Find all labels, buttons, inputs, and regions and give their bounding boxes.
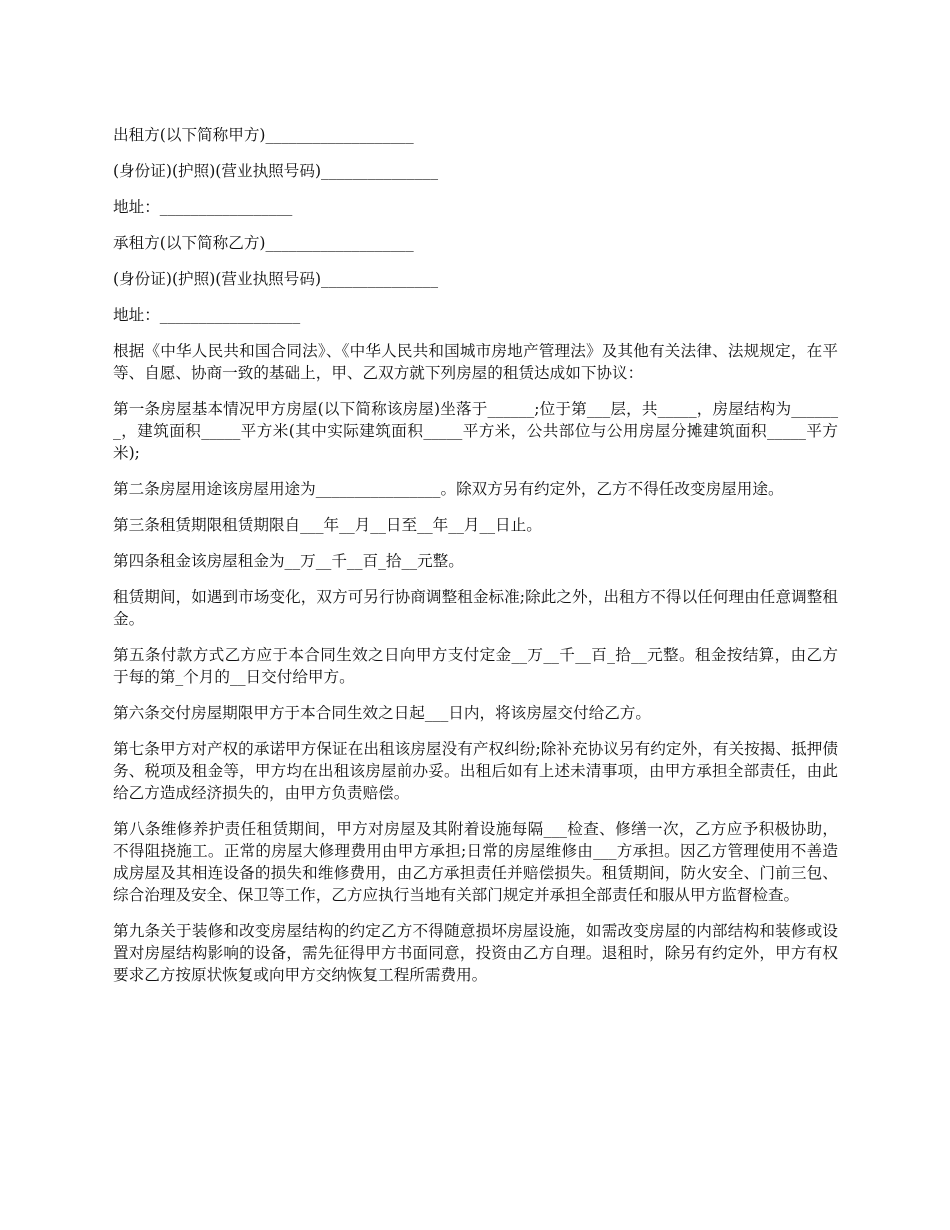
article-8-paragraph: 第八条维修养护责任租赁期间，甲方对房屋及其附着设施每隔___检查、修缮一次，乙方应予积极协助，不得阻挠施工。正常的房屋大修理费用由甲方承担;日常的房屋维修由___方承担。因乙方管理使用不善造成房屋及其相连设备的损失和维修费用，由乙方承担责任并赔偿损失。租赁期间，防火安全、门前三包、综合治理及安全、保卫等工作，乙方应执行当地有关部门规定并承担全部责任和服从甲方监督检查。 bbox=[113, 820, 838, 904]
article-9-paragraph: 第九条关于装修和改变房屋结构的约定乙方不得随意损坏房屋设施，如需改变房屋的内部结构和装修或设置对房屋结构影响的设备，需先征得甲方书面同意，投资由乙方自理。退租时，除另有约定外，甲方有权要求乙方按原状恢复或向甲方交纳恢复工程所需费用。 bbox=[113, 922, 838, 984]
lessee-id-line: (身份证)(护照)(营业执照号码)_______________ bbox=[113, 270, 438, 288]
lessee-address-line: 地址：__________________ bbox=[113, 306, 301, 324]
rent-adjust-paragraph: 租赁期间，如遇到市场变化，双方可另行协商调整租金标准;除此之外，出租方不得以任何理由任意调整租金。 bbox=[113, 588, 838, 628]
preamble-paragraph: 根据《中华人民共和国合同法》、《中华人民共和国城市房地产管理法》及其他有关法律、法规规定，在平等、自愿、协商一致的基础上，甲、乙双方就下列房屋的租赁达成如下协议： bbox=[113, 342, 838, 382]
contract-page bbox=[113, 124, 838, 1000]
article-2-paragraph: 第二条房屋用途该房屋用途为________________。除双方另有约定外，乙方不得任改变房屋用途。 bbox=[113, 480, 784, 498]
article-1-paragraph: 第一条房屋基本情况甲方房屋(以下简称该房屋)坐落于______;位于第___层，共_____，房屋结构为_______，建筑面积_____平方米(其中实际建筑面积_____平方米，公共部位与公用房屋分摊建筑面积_____平方米); bbox=[113, 400, 838, 462]
lessor-address-line: 地址：_________________ bbox=[113, 198, 293, 216]
article-3-paragraph: 第三条租赁期限租赁期限自___年__月__日至__年__月__日止。 bbox=[113, 516, 542, 534]
article-7-paragraph: 第七条甲方对产权的承诺甲方保证在出租该房屋没有产权纠纷;除补充协议另有约定外，有关按揭、抵押债务、税项及租金等，甲方均在出租该房屋前办妥。出租后如有上述未清事项，由甲方承担全部责任，由此给乙方造成经济损失的，由甲方负责赔偿。 bbox=[113, 740, 838, 802]
lessee-line: 承租方(以下简称乙方)___________________ bbox=[113, 234, 414, 252]
article-6-paragraph: 第六条交付房屋期限甲方于本合同生效之日起___日内，将该房屋交付给乙方。 bbox=[113, 704, 651, 722]
article-5-paragraph: 第五条付款方式乙方应于本合同生效之日向甲方支付定金__万__千__百_拾__元整。租金按结算，由乙方于每的第_个月的__日交付给甲方。 bbox=[113, 646, 838, 686]
article-4-paragraph: 第四条租金该房屋租金为__万__千__百_拾__元整。 bbox=[113, 552, 464, 570]
lessor-line: 出租方(以下简称甲方)___________________ bbox=[113, 126, 414, 144]
lessor-id-line: (身份证)(护照)(营业执照号码)_______________ bbox=[113, 162, 438, 180]
